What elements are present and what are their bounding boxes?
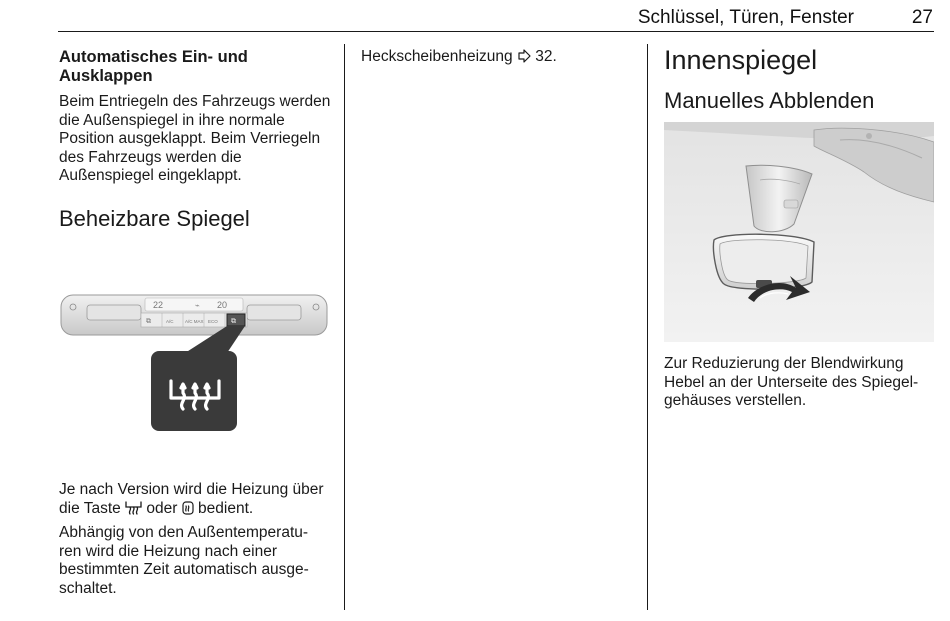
column-right — [664, 44, 940, 114]
sensor-icon — [866, 133, 872, 139]
temp-right-readout: 20 — [217, 300, 228, 310]
heading-manual-dimming: Manuelles Abblenden — [664, 88, 875, 113]
running-header-title: Schlüssel, Türen, Fenster — [637, 7, 854, 28]
highlighted-rear-defrost-button — [227, 314, 245, 326]
column-divider-left — [344, 44, 345, 610]
column-divider-right — [647, 44, 648, 610]
right-control-strip — [247, 305, 301, 320]
rear-window-defrost-inline-icon — [125, 500, 142, 515]
front-defrost-small-icon: ⧉ — [146, 317, 151, 325]
cross-reference-rear-window-heating: Heckscheibenheizung 32. — [361, 48, 557, 65]
page-reference-arrow-icon — [517, 49, 531, 63]
temp-left-readout: 22 — [153, 300, 164, 310]
climate-panel-illustration — [59, 290, 337, 433]
heading-heated-mirrors: Beheizbare Spiegel — [59, 205, 250, 231]
subheading-auto-fold: Automatisches Ein- und Ausklappen — [59, 48, 248, 85]
interior-mirror-illustration — [664, 122, 934, 342]
paragraph-auto-fold: Beim Entriegeln des Fahrzeugs werden die Außenspiegel in ihre normale Position ausgeklappt. Beim Verriegeln des Fahrzeugs werden die Außenspiegel eingeklappt. — [59, 93, 331, 184]
svg-text:⧉: ⧉ — [231, 317, 236, 325]
left-control-strip — [87, 305, 141, 320]
heading-interior-mirror: Innenspiegel — [664, 45, 818, 75]
column-left-lower — [59, 481, 335, 598]
button-eco: ECO — [208, 319, 218, 324]
fan-indicator-icon: ⌁ — [195, 301, 200, 310]
column-right-lower — [664, 355, 940, 411]
mirror-glass — [720, 240, 808, 284]
page-number: 27 — [911, 7, 933, 28]
paragraph-manual-dimming: Zur Reduzierung der Blendwirkung Hebel an der Unterseite des Spiegel- gehäuses verstellen. — [664, 355, 919, 409]
mirror-heating-inline-icon — [182, 501, 194, 515]
button-ac-max: A/C MAX — [185, 319, 204, 324]
button-ac: A/C — [166, 319, 174, 324]
header-rule — [58, 31, 934, 32]
column-middle — [361, 48, 637, 67]
paragraph-auto-off: Abhängig von den Außentemperatu- ren wird die Heizung nach einer bestimmten Zeit automatisch ausge- schaltet. — [59, 524, 309, 597]
paragraph-heating-operation: Je nach Version wird die Heizung über die Taste oder bedient. — [59, 481, 324, 517]
column-left — [59, 48, 335, 232]
